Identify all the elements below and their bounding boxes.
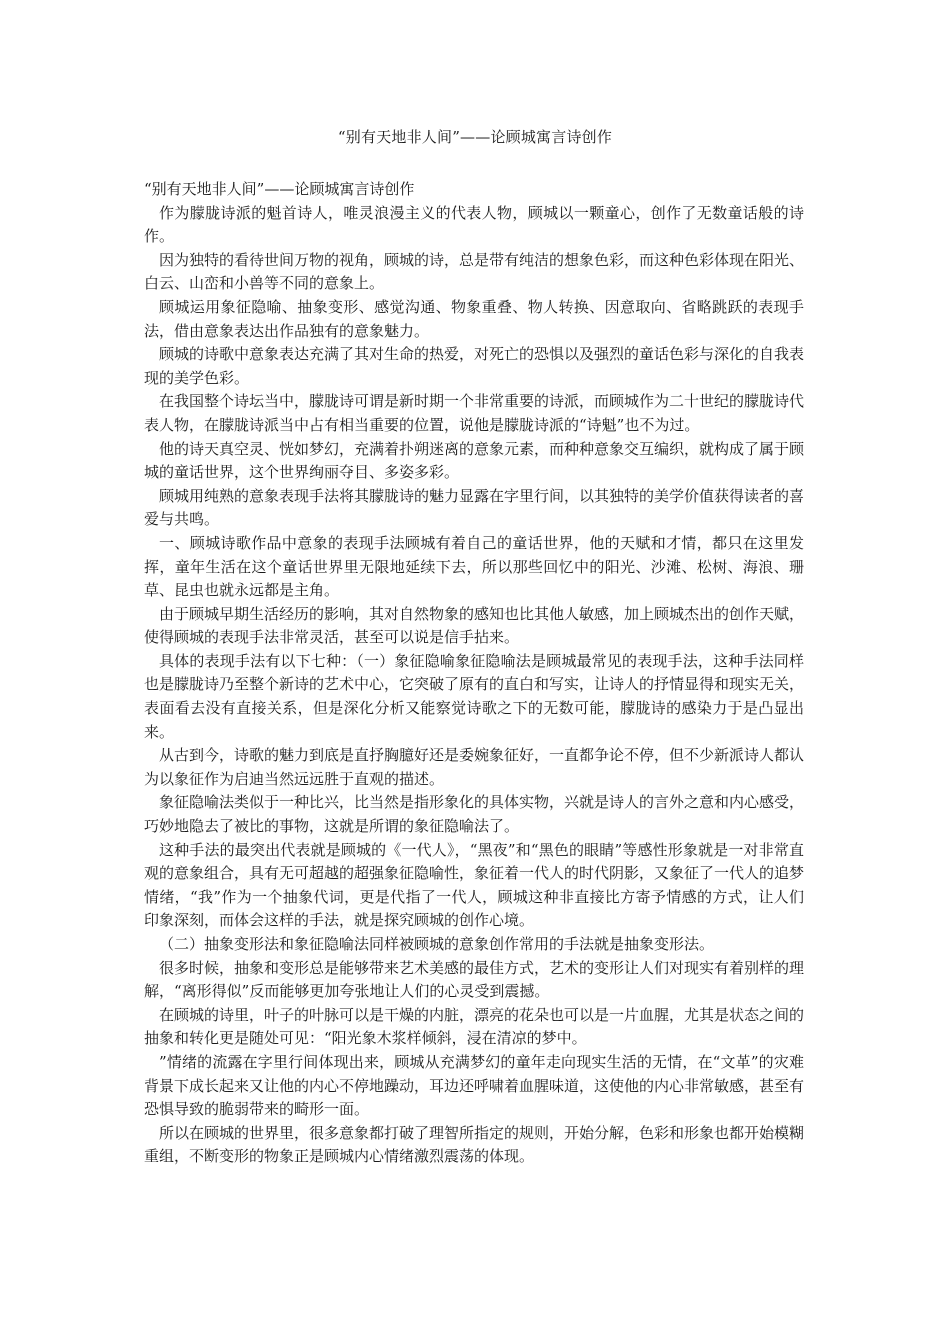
paragraph: 在顾城的诗里，叶子的叶脉可以是干燥的内脏，漂亮的花朵也可以是一片血腥，尤其是状态之间的抽象和转化更是随处可见：“阳光象木浆样倾斜，浸在清凉的梦中。 [144, 1005, 805, 1048]
document-title: “别有天地非人间”——论顾城寓言诗创作 [337, 128, 613, 146]
paragraph: 从古到今，诗歌的魅力到底是直抒胸臆好还是委婉象征好，一直都争论不停，但不少新派诗人都认为以象征作为启迪当然远远胜于直观的描述。 [144, 746, 805, 788]
paragraph: 象征隐喻法类似于一种比兴，比当然是指形象化的具体实物，兴就是诗人的言外之意和内心感受，巧妙地隐去了被比的事物，这就是所谓的象征隐喻法了。 [144, 793, 805, 836]
paragraph: 因为独特的看待世间万物的视角，顾城的诗，总是带有纯洁的想象色彩，而这种色彩体现在阳光、白云、山峦和小兽等不同的意象上。 [144, 250, 805, 293]
paragraph: ”情绪的流露在字里行间体现出来，顾城从充满梦幻的童年走向现实生活的无情，在“文革”的灾难背景下成长起来又让他的内心不停地躁动，耳边还呼啸着血腥味道，这使他的内心非常敏感，甚至有恐惧导致的脆弱带来的畸形一面。 [144, 1052, 805, 1119]
paragraph: 作为朦胧诗派的魁首诗人，唯灵浪漫主义的代表人物，顾城以一颗童心，创作了无数童话般的诗作。 [144, 203, 804, 246]
document-body [144, 178, 804, 1169]
paragraph: 顾城运用象征隐喻、抽象变形、感觉沟通、物象重叠、物人转换、因意取向、省略跳跃的表现手法，借由意象表达出作品独有的意象魅力。 [144, 297, 804, 340]
paragraph: 顾城用纯熟的意象表现手法将其朦胧诗的魅力显露在字里行间，以其独特的美学价值获得读者的喜爱与共鸣。 [144, 486, 805, 529]
paragraph: 具体的表现手法有以下七种：（一）象征隐喻象征隐喻法是顾城最常见的表现手法，这种手法同样也是朦胧诗乃至整个新诗的艺术中心，它突破了原有的直白和写实，让诗人的抒情显得和现实无关，表面看去没有直接关系，但是深化分析又能察觉诗歌之下的无数可能，朦胧诗的感染力于是凸显出来。 [144, 651, 805, 741]
paragraph: 一、顾城诗歌作品中意象的表现手法顾城有着自己的童话世界，他的天赋和才情，都只在这里发挥，童年生活在这个童话世界里无限地延续下去，所以那些回忆中的阳光、沙滩、松树、海浪、珊草、昆虫也就永远都是主角。 [144, 533, 804, 600]
paragraph: 很多时候，抽象和变形总是能够带来艺术美感的最佳方式，艺术的变形让人们对现实有着别样的理解，“离形得似”反而能够更加夸张地让人们的心灵受到震撼。 [144, 958, 805, 1001]
document-subtitle: “别有天地非人间”——论顾城寓言诗创作 [144, 180, 415, 198]
paragraph: 在我国整个诗坛当中，朦胧诗可谓是新时期一个非常重要的诗派，而顾城作为二十世纪的朦胧诗代表人物，在朦胧诗派当中占有相当重要的位置，说他是朦胧诗派的“诗魁”也不为过。 [144, 392, 805, 434]
paragraph: （二）抽象变形法和象征隐喻法同样被顾城的意象创作常用的手法就是抽象变形法。 [159, 935, 715, 953]
paragraph: 所以在顾城的世界里，很多意象都打破了理智所指定的规则，开始分解，色彩和形象也都开始模糊重组，不断变形的物象正是顾城内心情绪激烈震荡的体现。 [144, 1123, 805, 1166]
paragraph: 这种手法的最突出代表就是顾城的《一代人》，“黑夜”和“黑色的眼睛”等感性形象就是一对非常直观的意象组合，具有无可超越的超强象征隐喻性，象征着一代人的时代阴影，又象征了一代人的追梦情绪，“我”作为一个抽象代词，更是代指了一代人，顾城这种非直接比方寄予情感的方式，让人们印象深刻，而体会这样的手法，就是探究顾城的创作心境。 [144, 840, 805, 930]
paragraph: 由于顾城早期生活经历的影响，其对自然物象的感知也比其他人敏感，加上顾城杰出的创作天赋，使得顾城的表现手法非常灵活，甚至可以说是信手拈来。 [144, 604, 805, 647]
paragraph: 顾城的诗歌中意象表达充满了其对生命的热爱，对死亡的恐惧以及强烈的童话色彩与深化的自我表现的美学色彩。 [144, 345, 805, 387]
paragraph: 他的诗天真空灵、恍如梦幻，充满着扑朔迷离的意象元素，而种种意象交互编织，就构成了属于顾城的童话世界，这个世界绚丽夺目、多姿多彩。 [144, 439, 805, 482]
